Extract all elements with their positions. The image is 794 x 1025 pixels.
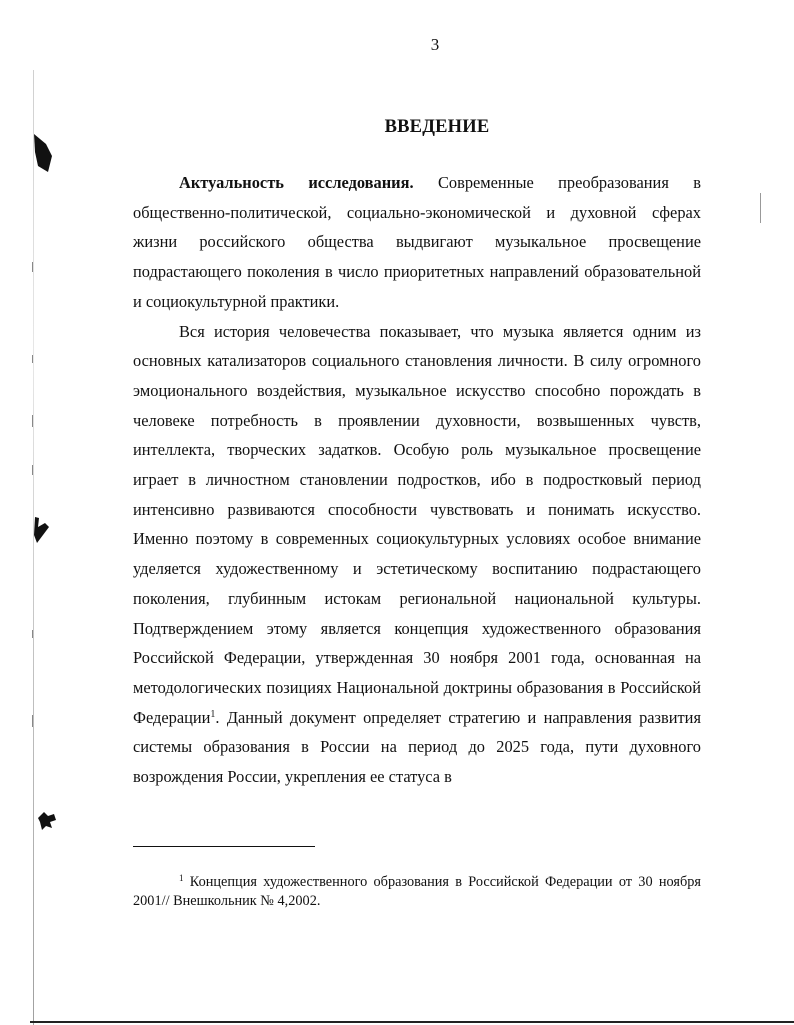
- paragraph-history-continuation: . Данный документ определяет стратегию и направления развития системы образования в России на период до 2025 года, пути духовного возрождения России, укрепления ее статуса в: [133, 707, 701, 787]
- paragraph-history: [133, 317, 701, 792]
- footnote: [133, 873, 701, 911]
- binding-mark-bottom: [36, 810, 60, 832]
- footnote-marker: 1: [179, 873, 184, 883]
- paragraph-relevance-text: Современные преобразования в общественно-политической, социально-экономической и духовной сферах жизни российского общества выдвигают музыкальное просвещение подрастающего поколения в число приоритетных направлений образовательной и социокультурной практики.: [133, 173, 701, 311]
- paragraph-history-text: Вся история человечества показывает, что музыка является одним из основных катализаторов социального становления личности. В силу огромного эмоционального воздействия, музыкальное искусство способно порождать в человеке потребность в проявлении духовности, возвышенных чувств, интеллекта, творческих задатков. Особую роль музыкальное просвещение играет в личностном становлении подростков, ибо в подростковый период интенсивно развиваются способности чувствовать и понимать искусство. Именно поэтому в современных социокультурных условиях особое внимание уделяется художественному и эстетическому воспитанию подрастающего поколения, глубинным истокам региональной национальной культуры. Подтверждением этому является концепция художественного образования Российской Федерации, утвержденная 30 ноября 2001 года, основанная на методологических позициях Национальной доктрины образования в Российской Федерации: [133, 321, 701, 727]
- binding-mark-middle: [33, 515, 51, 545]
- scan-edge-line: [33, 70, 34, 1025]
- scan-edge-mark: [760, 193, 761, 223]
- main-text: [133, 168, 701, 792]
- binding-mark-top: [32, 132, 56, 176]
- scan-speck: [32, 355, 33, 363]
- scan-bottom-edge: [30, 1021, 794, 1023]
- scan-speck: [32, 715, 33, 727]
- page-title: ВВЕДЕНИЕ: [384, 117, 490, 137]
- footnote-reference[interactable]: 1: [210, 708, 216, 720]
- relevance-run-in-heading: Актуальность исследования.: [179, 173, 414, 192]
- scan-speck: [32, 465, 33, 475]
- scan-speck: [32, 630, 33, 638]
- paragraph-relevance: [133, 168, 701, 317]
- footnote-separator: [133, 846, 315, 847]
- footnote-text: Концепция художественного образования в Российской Федерации от 30 ноября 2001// Внешкольник № 4,2002.: [133, 874, 701, 909]
- scan-speck: [32, 262, 33, 272]
- page-number: 3: [430, 35, 440, 54]
- scan-speck: [32, 415, 33, 427]
